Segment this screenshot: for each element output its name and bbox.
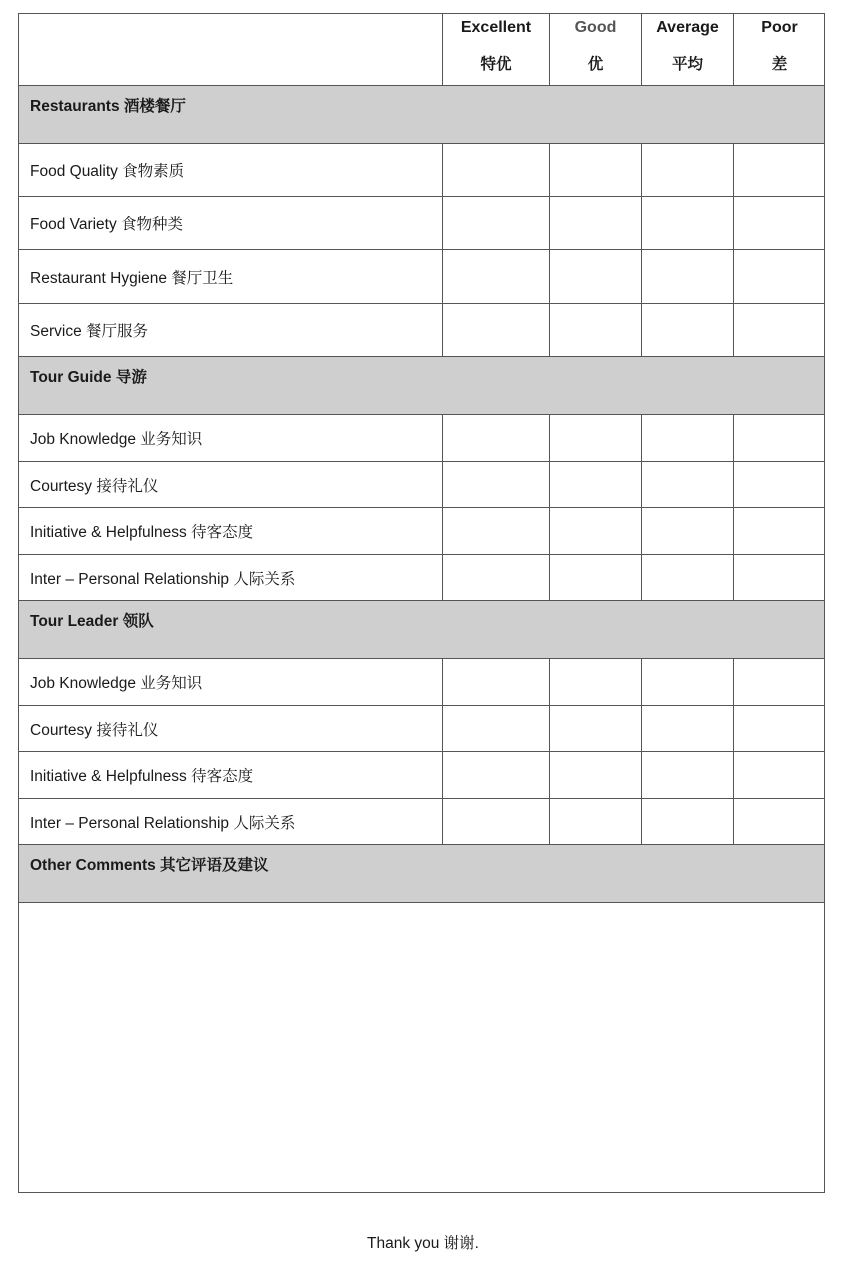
header-excellent: Excellent 特优 bbox=[442, 14, 549, 85]
rating-cell-excellent[interactable] bbox=[442, 304, 549, 356]
rating-cell-average[interactable] bbox=[641, 508, 733, 554]
rating-cell-poor[interactable] bbox=[733, 415, 825, 461]
rating-cell-poor[interactable] bbox=[733, 555, 825, 600]
rating-cell-poor[interactable] bbox=[733, 304, 825, 356]
rating-cell-average[interactable] bbox=[641, 144, 733, 196]
table-row bbox=[19, 144, 824, 197]
rating-cell-excellent[interactable] bbox=[442, 799, 549, 844]
rating-cell-poor[interactable] bbox=[733, 144, 825, 196]
rating-cell-average[interactable] bbox=[641, 799, 733, 844]
row-label: Courtesy 接待礼仪 bbox=[30, 477, 159, 495]
rating-cell-good[interactable] bbox=[549, 144, 641, 196]
rating-cell-average[interactable] bbox=[641, 415, 733, 461]
section-title: Tour Guide 导游 bbox=[30, 369, 147, 386]
row-label: Inter – Personal Relationship 人际关系 bbox=[30, 570, 296, 588]
rating-cell-excellent[interactable] bbox=[442, 555, 549, 600]
rating-cell-poor[interactable] bbox=[733, 462, 825, 507]
section-title: Restaurants 酒楼餐厅 bbox=[30, 98, 186, 115]
row-label: Initiative & Helpfulness 待客态度 bbox=[30, 524, 254, 541]
table-row bbox=[19, 508, 824, 555]
row-label: Job Knowledge 业务知识 bbox=[30, 431, 203, 448]
rating-cell-poor[interactable] bbox=[733, 197, 825, 249]
rating-cell-average[interactable] bbox=[641, 555, 733, 600]
row-label: Food Variety 食物种类 bbox=[30, 216, 184, 233]
section-title: Other Comments 其它评语及建议 bbox=[30, 857, 269, 874]
rating-cell-poor[interactable] bbox=[733, 250, 825, 303]
rating-cell-excellent[interactable] bbox=[442, 752, 549, 798]
rating-cell-average[interactable] bbox=[641, 197, 733, 249]
rating-cell-poor[interactable] bbox=[733, 508, 825, 554]
row-label: Food Quality 食物素质 bbox=[30, 163, 185, 180]
table-row bbox=[19, 304, 824, 357]
section-tour-leader bbox=[19, 601, 824, 659]
rating-cell-excellent[interactable] bbox=[442, 197, 549, 249]
row-label: Restaurant Hygiene 餐厅卫生 bbox=[30, 269, 234, 287]
rating-cell-average[interactable] bbox=[641, 304, 733, 356]
rating-cell-poor[interactable] bbox=[733, 799, 825, 844]
row-label: Service 餐厅服务 bbox=[30, 323, 148, 340]
section-restaurants bbox=[19, 86, 824, 144]
comments-box[interactable] bbox=[19, 903, 824, 1191]
section-tour-guide bbox=[19, 357, 824, 415]
rating-cell-excellent[interactable] bbox=[442, 462, 549, 507]
rating-cell-average[interactable] bbox=[641, 659, 733, 705]
rating-cell-good[interactable] bbox=[549, 415, 641, 461]
table-row bbox=[19, 462, 824, 508]
header-good: Good 优 bbox=[549, 14, 641, 85]
table-row bbox=[19, 415, 824, 462]
table-row bbox=[19, 706, 824, 752]
section-other-comments bbox=[19, 845, 824, 903]
rating-cell-good[interactable] bbox=[549, 508, 641, 554]
rating-cell-poor[interactable] bbox=[733, 659, 825, 705]
rating-cell-average[interactable] bbox=[641, 462, 733, 507]
table-row bbox=[19, 799, 824, 845]
rating-cell-excellent[interactable] bbox=[442, 250, 549, 303]
rating-cell-average[interactable] bbox=[641, 706, 733, 751]
table-row bbox=[19, 250, 824, 304]
table-row bbox=[19, 752, 824, 799]
rating-cell-good[interactable] bbox=[549, 799, 641, 844]
table-row bbox=[19, 555, 824, 601]
row-label: Courtesy 接待礼仪 bbox=[30, 721, 159, 739]
evaluation-form bbox=[18, 13, 825, 1193]
row-label: Job Knowledge 业务知识 bbox=[30, 675, 203, 692]
table-row bbox=[19, 197, 824, 250]
header-row bbox=[19, 14, 824, 86]
rating-cell-excellent[interactable] bbox=[442, 706, 549, 751]
row-label: Initiative & Helpfulness 待客态度 bbox=[30, 768, 254, 785]
section-title: Tour Leader 领队 bbox=[30, 613, 154, 630]
rating-cell-poor[interactable] bbox=[733, 706, 825, 751]
rating-cell-excellent[interactable] bbox=[442, 508, 549, 554]
header-poor: Poor 差 bbox=[733, 14, 825, 85]
rating-cell-good[interactable] bbox=[549, 304, 641, 356]
rating-cell-good[interactable] bbox=[549, 659, 641, 705]
rating-cell-excellent[interactable] bbox=[442, 659, 549, 705]
rating-cell-good[interactable] bbox=[549, 706, 641, 751]
row-label: Inter – Personal Relationship 人际关系 bbox=[30, 814, 296, 832]
rating-cell-good[interactable] bbox=[549, 250, 641, 303]
thank-you-note: Thank you 谢谢. bbox=[367, 1235, 479, 1252]
rating-cell-good[interactable] bbox=[549, 555, 641, 600]
rating-cell-good[interactable] bbox=[549, 752, 641, 798]
table-row bbox=[19, 659, 824, 706]
rating-cell-average[interactable] bbox=[641, 752, 733, 798]
rating-cell-poor[interactable] bbox=[733, 752, 825, 798]
rating-cell-average[interactable] bbox=[641, 250, 733, 303]
header-average: Average 平均 bbox=[641, 14, 733, 85]
rating-cell-good[interactable] bbox=[549, 462, 641, 507]
rating-cell-excellent[interactable] bbox=[442, 144, 549, 196]
rating-cell-good[interactable] bbox=[549, 197, 641, 249]
rating-cell-excellent[interactable] bbox=[442, 415, 549, 461]
